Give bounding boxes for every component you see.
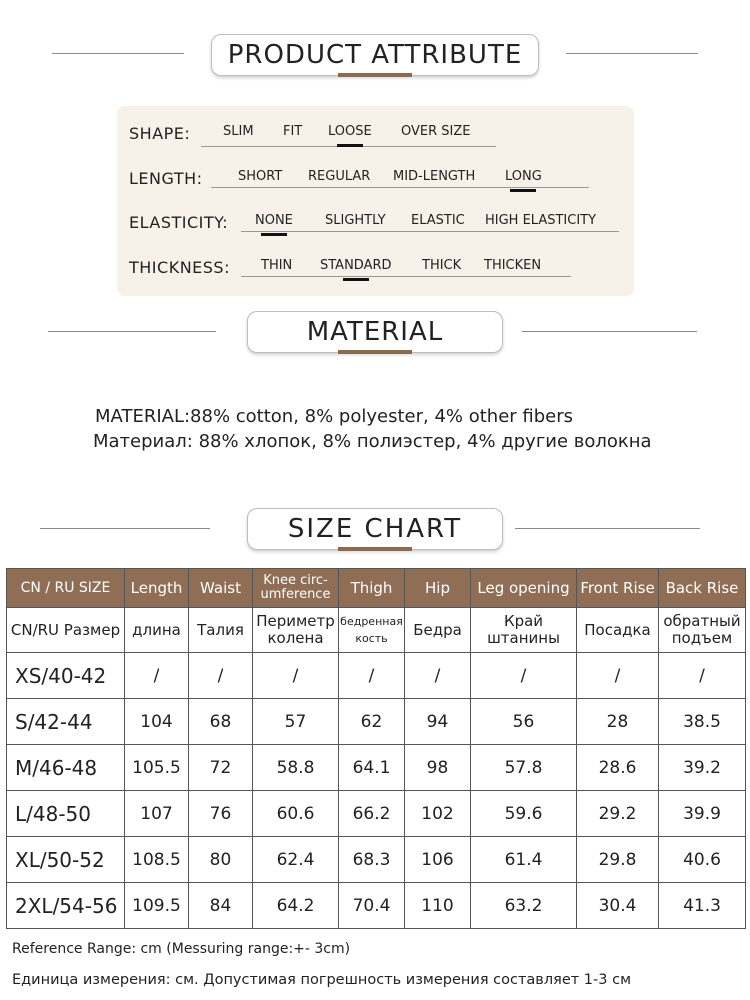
table-cell: CN / RU SIZE bbox=[7, 569, 125, 608]
attribute-label: LENGTH: bbox=[129, 169, 203, 188]
selected-marker bbox=[343, 278, 369, 281]
option-text: HIGH ELASTICITY bbox=[485, 213, 597, 228]
table-cell: 72 bbox=[189, 745, 253, 791]
row-underline bbox=[241, 276, 571, 277]
divider-line bbox=[515, 528, 700, 529]
table-cell: 28 bbox=[577, 699, 659, 745]
table-cell: 105.5 bbox=[125, 745, 189, 791]
attribute-row-thickness bbox=[129, 254, 619, 284]
option-text: SLIM bbox=[223, 124, 254, 139]
table-cell: 58.8 bbox=[253, 745, 339, 791]
attribute-option bbox=[283, 124, 302, 139]
table-cell: 104 bbox=[125, 699, 189, 745]
section-title-material bbox=[247, 311, 503, 353]
option-text: STANDARD bbox=[320, 258, 392, 273]
attribute-row-shape bbox=[129, 120, 619, 150]
selected-marker bbox=[510, 189, 536, 192]
table-cell: 61.4 bbox=[471, 837, 577, 883]
section-title-text: SIZE CHART bbox=[287, 514, 463, 544]
table-cell: / bbox=[253, 653, 339, 699]
table-cell: 63.2 bbox=[471, 883, 577, 929]
table-cell: Knee circ-umference bbox=[253, 569, 339, 608]
title-accent-bar bbox=[338, 350, 412, 354]
divider-line bbox=[566, 53, 698, 54]
table-row bbox=[7, 837, 746, 883]
table-cell: 70.4 bbox=[339, 883, 405, 929]
table-cell: 29.2 bbox=[577, 791, 659, 837]
attribute-option-selected bbox=[320, 258, 392, 273]
option-text: REGULAR bbox=[308, 169, 371, 184]
table-cell: 29.8 bbox=[577, 837, 659, 883]
divider-line bbox=[52, 53, 184, 54]
table-cell: / bbox=[659, 653, 746, 699]
table-cell: 108.5 bbox=[125, 837, 189, 883]
attribute-option-selected bbox=[505, 169, 542, 184]
material-text-en: MATERIAL:88% cotton, 8% polyester, 4% other fibers bbox=[95, 406, 574, 427]
attribute-row-length bbox=[129, 165, 619, 195]
table-cell: Талия bbox=[189, 608, 253, 653]
option-text: NONE bbox=[255, 213, 293, 228]
table-cell: 28.6 bbox=[577, 745, 659, 791]
attribute-option bbox=[223, 124, 254, 139]
material-text-ru: Материал: 88% хлопок, 8% полиэстер, 4% другие волокна bbox=[93, 431, 652, 452]
table-cell: 59.6 bbox=[471, 791, 577, 837]
table-row bbox=[7, 791, 746, 837]
attribute-label: SHAPE: bbox=[129, 124, 191, 143]
attribute-row-elasticity bbox=[129, 209, 619, 239]
table-cell: 109.5 bbox=[125, 883, 189, 929]
attribute-option-selected bbox=[328, 124, 372, 139]
table-cell: бедренная кость bbox=[339, 608, 405, 653]
table-cell: CN/RU Размер bbox=[7, 608, 125, 653]
option-text: THICK bbox=[422, 258, 462, 273]
table-cell: 2XL/54-56 bbox=[7, 883, 125, 929]
table-cell: S/42-44 bbox=[7, 699, 125, 745]
table-cell: 66.2 bbox=[339, 791, 405, 837]
table-cell: Hip bbox=[405, 569, 471, 608]
attribute-option bbox=[485, 213, 596, 228]
table-cell: Периметр колена bbox=[253, 608, 339, 653]
option-text: LONG bbox=[505, 169, 542, 184]
table-cell: / bbox=[339, 653, 405, 699]
divider-line bbox=[40, 528, 210, 529]
table-row bbox=[7, 745, 746, 791]
table-cell: 40.6 bbox=[659, 837, 746, 883]
table-cell: 56 bbox=[471, 699, 577, 745]
divider-line bbox=[48, 331, 216, 332]
table-cell: 68.3 bbox=[339, 837, 405, 883]
row-underline bbox=[211, 187, 589, 188]
option-text: FIT bbox=[283, 124, 303, 139]
table-cell: Waist bbox=[189, 569, 253, 608]
table-cell: 57 bbox=[253, 699, 339, 745]
selected-marker bbox=[261, 233, 287, 236]
section-title-attribute bbox=[211, 34, 539, 76]
table-cell: Thigh bbox=[339, 569, 405, 608]
table-cell: / bbox=[405, 653, 471, 699]
option-text: LOOSE bbox=[328, 124, 372, 139]
table-cell: 68 bbox=[189, 699, 253, 745]
table-cell: 84 bbox=[189, 883, 253, 929]
table-cell: длина bbox=[125, 608, 189, 653]
option-text: THICKEN bbox=[484, 258, 542, 273]
title-accent-bar bbox=[338, 547, 412, 551]
table-row bbox=[7, 883, 746, 929]
table-row bbox=[7, 653, 746, 699]
option-text: THIN bbox=[261, 258, 293, 273]
option-text: SHORT bbox=[238, 169, 283, 184]
table-cell: / bbox=[471, 653, 577, 699]
table-cell: 60.6 bbox=[253, 791, 339, 837]
reference-note-ru: Единица измерения: см. Допустимая погрешность измерения составляет 1-3 см bbox=[12, 972, 632, 988]
table-cell: / bbox=[125, 653, 189, 699]
table-cell: 39.9 bbox=[659, 791, 746, 837]
attribute-option bbox=[393, 169, 475, 184]
table-cell: M/46-48 bbox=[7, 745, 125, 791]
table-cell: 76 bbox=[189, 791, 253, 837]
section-title-text: MATERIAL bbox=[306, 317, 444, 347]
size-chart-body bbox=[7, 569, 746, 929]
row-underline bbox=[241, 231, 619, 232]
table-cell: обратный подъем bbox=[659, 608, 746, 653]
table-cell: 64.2 bbox=[253, 883, 339, 929]
table-cell: 39.2 bbox=[659, 745, 746, 791]
table-cell: 98 bbox=[405, 745, 471, 791]
table-cell: 64.1 bbox=[339, 745, 405, 791]
table-cell: 110 bbox=[405, 883, 471, 929]
attribute-option-selected bbox=[255, 213, 293, 228]
table-cell: Посадка bbox=[577, 608, 659, 653]
table-cell: / bbox=[577, 653, 659, 699]
option-text: SLIGHTLY bbox=[325, 213, 386, 228]
table-cell: Leg opening bbox=[471, 569, 577, 608]
table-header-row bbox=[7, 569, 746, 608]
table-cell: 38.5 bbox=[659, 699, 746, 745]
attribute-option bbox=[261, 258, 292, 273]
table-cell: L/48-50 bbox=[7, 791, 125, 837]
title-accent-bar bbox=[338, 73, 412, 77]
attribute-option bbox=[308, 169, 370, 184]
table-cell: Край штанины bbox=[471, 608, 577, 653]
divider-line bbox=[522, 331, 697, 332]
table-cell: 102 bbox=[405, 791, 471, 837]
section-title-size-chart bbox=[247, 508, 503, 550]
option-text: ELASTIC bbox=[411, 213, 465, 228]
table-cell: / bbox=[189, 653, 253, 699]
attribute-option bbox=[422, 258, 461, 273]
table-cell: 41.3 bbox=[659, 883, 746, 929]
table-cell: 107 bbox=[125, 791, 189, 837]
attribute-option bbox=[401, 124, 470, 139]
table-cell: 30.4 bbox=[577, 883, 659, 929]
table-cell: 94 bbox=[405, 699, 471, 745]
section-title-text: PRODUCT ATTRIBUTE bbox=[227, 40, 523, 70]
attribute-label: ELASTICITY: bbox=[129, 213, 229, 232]
selected-marker bbox=[337, 144, 363, 147]
table-cell: XS/40-42 bbox=[7, 653, 125, 699]
table-cell: 62 bbox=[339, 699, 405, 745]
table-cell: 106 bbox=[405, 837, 471, 883]
table-cell: 62.4 bbox=[253, 837, 339, 883]
attribute-panel bbox=[117, 106, 634, 296]
reference-note-en: Reference Range: cm (Messuring range:+- 3cm) bbox=[12, 941, 351, 957]
attribute-option bbox=[484, 258, 541, 273]
option-text: MID-LENGTH bbox=[393, 169, 476, 184]
attribute-option bbox=[325, 213, 386, 228]
attribute-option bbox=[238, 169, 282, 184]
table-header-row-ru bbox=[7, 608, 746, 653]
attribute-option bbox=[411, 213, 465, 228]
table-cell: XL/50-52 bbox=[7, 837, 125, 883]
table-cell: 57.8 bbox=[471, 745, 577, 791]
attribute-label: THICKNESS: bbox=[129, 258, 230, 277]
option-text: OVER SIZE bbox=[401, 124, 471, 139]
table-row bbox=[7, 699, 746, 745]
table-cell: Бедра bbox=[405, 608, 471, 653]
table-cell: 80 bbox=[189, 837, 253, 883]
size-chart-table bbox=[6, 568, 746, 929]
table-cell: Front Rise bbox=[577, 569, 659, 608]
table-cell: Length bbox=[125, 569, 189, 608]
table-cell: Back Rise bbox=[659, 569, 746, 608]
